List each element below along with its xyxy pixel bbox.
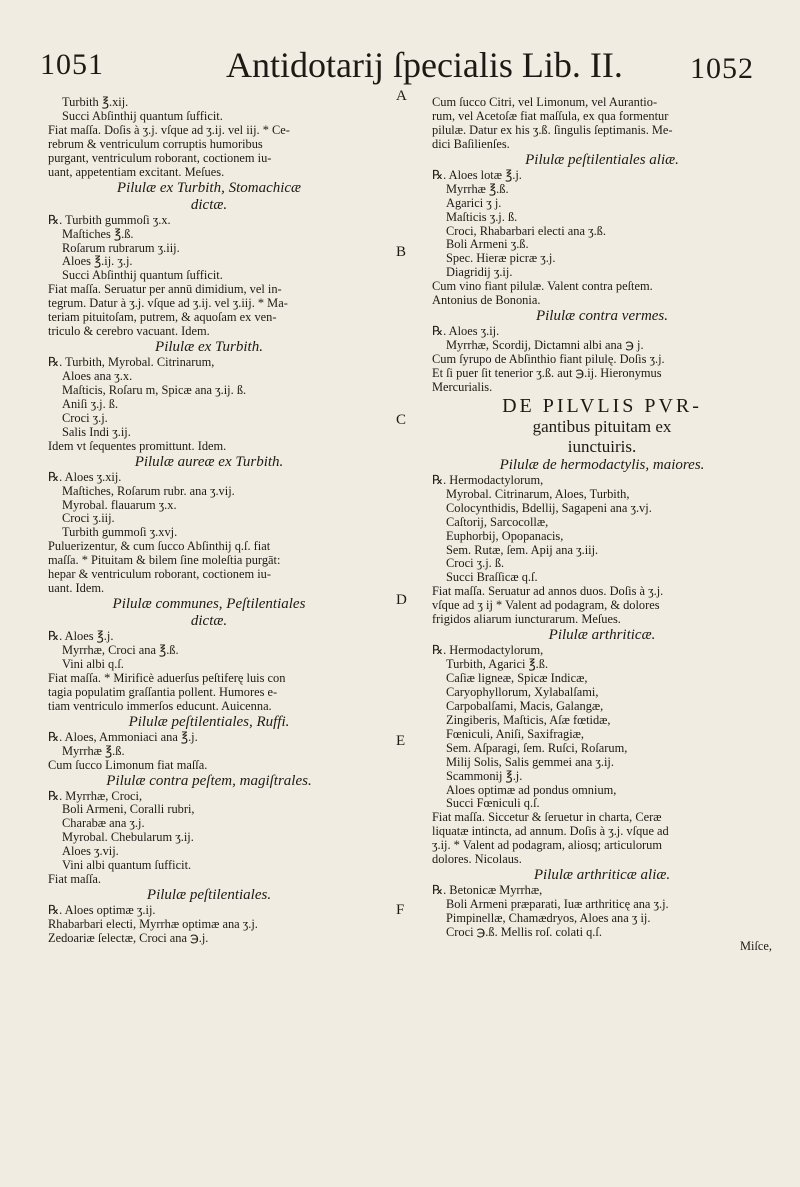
text-line: Roſarum rubrarum ʒ.iij. (62, 240, 180, 255)
text-line: Carpobalſami, Macis, Galangæ, (446, 698, 604, 713)
text-line: Myrobal. Citrinarum, Aloes, Turbith, (446, 486, 630, 501)
text-line: teriam pituitoſam, putrem, & aquoſam ex ven- (48, 310, 277, 325)
text-line: Maſticis, Roſaru m, Spicæ ana ʒ.ij. ß. (62, 382, 247, 397)
text-line: Maſticis ʒ.j. ß. (446, 209, 518, 224)
text-line: Maſtiches, Roſarum rubr. ana ʒ.vij. (62, 483, 235, 498)
text-line: ℞. Aloes lotæ ℥.j. (432, 167, 522, 182)
text-line: Myrobal. Chebularum ʒ.ij. (62, 830, 194, 845)
text-line: uant. Idem. (48, 581, 105, 596)
margin-letter: B (396, 244, 407, 260)
text-line: Zingiberis, Maſticis, Aſæ fœtidæ, (446, 712, 611, 727)
text-line: rum, vel Acetoſæ fiat maſſula, ex qua formentur (432, 108, 669, 123)
text-line: DE PILVLIS PVR- (502, 394, 702, 417)
text-line: Puluerizentur, & cum ſucco Abſinthij q.ſ. fiat (48, 539, 271, 554)
recipe-heading: Pilulæ ex Turbith. (155, 339, 263, 356)
text-line: Milij Solis, Salis gemmei ana ʒ.ij. (446, 754, 614, 769)
text-line: Et ſi puer ſit tenerior ʒ.ß. aut ℈.ij. Hieronymus (432, 365, 662, 380)
text-line: Succi Fœniculi q.ſ. (446, 796, 540, 811)
text-line: Boli Armeni, Coralli rubri, (62, 802, 195, 817)
text-line: gantibus pituitam ex (532, 416, 672, 436)
text-line: Myrrhæ ℥.ß. (446, 181, 509, 196)
text-line: Turbith ℥.xij. (62, 95, 129, 109)
text-line: Diagridij ʒ.ij. (446, 265, 513, 280)
page-number-left: 1051 (40, 48, 104, 81)
text-line: ℞. Hermodactylorum, (432, 472, 544, 487)
text-line: ℞. Aloes ℥.j. (48, 629, 114, 644)
recipe-heading: dictæ. (190, 196, 228, 213)
text-line: ℞. Turbith gummoſi ʒ.x. (48, 212, 171, 227)
running-title: Antidotarij ſpecialis Lib. II. (226, 45, 623, 85)
text-line: maſſa. * Pituitam & bilem ſine moleſtia purgāt: (48, 553, 281, 568)
text-line: Fiat maſſa. Seruatur ad annos duos. Doſis à ʒ.j. (432, 584, 664, 599)
text-line: Zedoariæ ſelectæ, Croci ana ℈.j. (48, 930, 209, 945)
text-line: vſque ad ʒ ij * Valent ad podagram, & dolores (432, 598, 660, 613)
text-line: ℞. Aloes ʒ.ij. (432, 324, 500, 339)
text-line: uant, appetentiam excitant. Meſues. (48, 164, 225, 179)
text-line: liquatæ intincta, ad annum. Doſis à ʒ.j. vſque ad (432, 824, 669, 839)
text-line: Fiat maſſa. Siccetur & ſeruetur in charta, Ceræ (432, 810, 662, 825)
text-line: Boli Armeni præparati, Iuæ arthriticę ana ʒ.j. (446, 897, 669, 912)
text-line: Pimpinellæ, Chamædryos, Aloes ana ʒ ij. (446, 911, 651, 925)
text-line: frigidos aliarum iuncturarum. Meſues. (432, 612, 621, 627)
text-line: Maſtiches ℥.ß. (62, 226, 134, 241)
text-line: Sem. Aſparagi, ſem. Ruſci, Roſarum, (446, 740, 628, 755)
recipe-heading: Pilulæ arthriticæ aliæ. (533, 867, 671, 884)
recipe-heading: Pilulæ contra peſtem, magiſtrales. (106, 772, 312, 789)
text-line: Aloes ana ʒ.x. (62, 369, 133, 383)
text-line: Croci ʒ.j. ß. (446, 556, 505, 571)
text-line: Cum ſucco Limonum fiat maſſa. (48, 757, 208, 772)
text-line: Miſce, (740, 938, 772, 953)
text-line: Aloes ʒ.vij. (62, 844, 119, 859)
text-line: Myrrhæ, Croci ana ℥.ß. (62, 643, 179, 657)
recipe-heading: Pilulæ contra vermes. (535, 308, 669, 325)
recipe-heading: Pilulæ arthriticæ. (548, 627, 656, 644)
text-line: Croci ʒ.j. (62, 410, 108, 425)
text-line: Mercurialis. (432, 379, 493, 394)
text-line: Succi Abſinthij quantum ſufficit. (62, 268, 223, 283)
text-line: Salis Indi ʒ.ij. (62, 424, 131, 439)
text-line: rebrum & ventriculum corruptis humoribus (48, 136, 263, 151)
recipe-heading: Pilulæ communes, Peſtilentiales (112, 596, 306, 613)
right-column (432, 96, 772, 954)
text-line: Succi Abſinthij quantum ſufficit. (62, 108, 223, 123)
text-line: Euphorbij, Opopanacis, (446, 528, 564, 543)
left-column (48, 96, 370, 946)
text-line: tegrum. Datur à ʒ.j. vſque ad ʒ.ij. vel ʒ.iij. * Ma- (48, 296, 288, 311)
text-line: Vini albi q.ſ. (62, 656, 124, 671)
text-line: hepar & ventriculum roborant, coctionem iu- (48, 567, 271, 582)
text-line: Fiat maſſa. Doſis à ʒ.j. vſque ad ʒ.ij. vel iij. * Ce- (48, 122, 290, 137)
text-line: Myrobal. flauarum ʒ.x. (62, 497, 177, 512)
text-line: Turbith, Agarici ℥.ß. (446, 657, 549, 672)
text-line: ℞. Aloes, Ammoniaci ana ℥.j. (48, 729, 198, 744)
text-line: iunctuiris. (567, 436, 637, 456)
text-line: Aniſi ʒ.j. ß. (62, 396, 119, 411)
text-line: Agarici ʒ j. (446, 195, 502, 210)
text-line: Fiat maſſa. Seruatur per annū dimidium, vel in- (48, 282, 282, 297)
text-line: Myrrhæ ℥.ß. (62, 743, 125, 758)
text-line: Cum ſucco Citri, vel Limonum, vel Aurantio- (432, 95, 658, 109)
text-line: purgant, ventriculum roborant, coctionem iu- (48, 150, 272, 165)
text-line: Croci ʒ.iij. (62, 511, 115, 526)
recipe-heading: Pilulæ de hermodactylis, maiores. (499, 456, 705, 473)
text-line: ℞. Hermodactylorum, (432, 643, 544, 658)
text-line: ℞. Aloes optimæ ʒ.ij. (48, 903, 156, 918)
page-header (0, 44, 800, 94)
text-line: Fœniculi, Aniſi, Saxifragiæ, (446, 726, 585, 741)
text-line: Boli Armeni ʒ.ß. (446, 237, 529, 252)
text-line: Charabæ ana ʒ.j. (62, 816, 145, 831)
text-line: Rhabarbari electi, Myrrhæ optimæ ana ʒ.j. (48, 917, 258, 931)
text-line: Colocynthidis, Bdellij, Sagapeni ana ʒ.vj. (446, 500, 652, 515)
margin-letter: D (396, 592, 407, 608)
page-number-right: 1052 (690, 52, 754, 85)
text-line: Caſiæ ligneæ, Spicæ Indicæ, (446, 671, 588, 685)
text-line: Cum vino fiant pilulæ. Valent contra peſtem. (432, 279, 653, 294)
text-line: Vini albi quantum ſufficit. (62, 858, 192, 873)
text-line: Aloes ℥.ij. ʒ.j. (62, 254, 133, 269)
recipe-heading: Pilulæ aureæ ex Turbith. (134, 453, 284, 470)
recipe-heading: Pilulæ ex Turbith, Stomachicæ (116, 179, 302, 196)
margin-letter: C (396, 412, 407, 428)
recipe-heading: Pilulæ peſtilentiales aliæ. (525, 151, 679, 168)
text-line: ℞. Aloes ʒ.xij. (48, 469, 122, 484)
text-line: Myrrhæ, Scordij, Dictamni albi ana ℈ j. (446, 338, 644, 353)
text-line: pilulæ. Datur ex his ʒ.ß. ſingulis ſeptimanis. Me- (432, 122, 673, 137)
text-line: Scammonij ℥.j. (446, 768, 523, 783)
margin-letter: E (396, 733, 406, 749)
text-line: tagia populatim graſſantia pollent. Humores e- (48, 684, 278, 699)
text-line: Idem vt ſequentes promittunt. Idem. (48, 438, 227, 453)
recipe-heading: dictæ. (190, 613, 228, 630)
text-line: tiam ventriculo immerſos educunt. Auicenna. (48, 698, 272, 713)
text-line: dolores. Nicolaus. (432, 852, 522, 867)
text-line: Spec. Hieræ picræ ʒ.j. (446, 251, 556, 266)
margin-letter: A (396, 88, 407, 104)
text-line: Turbith gummoſi ʒ.xvj. (62, 525, 178, 540)
recipe-heading: Pilulæ peſtilentiales, Ruffi. (128, 713, 290, 730)
text-line: Succi Braſſicæ q.ſ. (446, 570, 538, 585)
text-line: Croci ℈.ß. Mellis roſ. colati q.ſ. (446, 924, 602, 939)
text-line: Aloes optimæ ad pondus omnium, (446, 782, 617, 797)
text-line: Croci, Rhabarbari electi ana ʒ.ß. (446, 223, 606, 238)
recipe-heading: Pilulæ peſtilentiales. (146, 887, 272, 904)
margin-letter: F (396, 902, 405, 918)
text-line: Caryophyllorum, Xylabalſami, (446, 684, 599, 699)
text-line: ʒ.ij. * Valent ad podagram, aliosq; articulorum (432, 838, 662, 853)
text-line: Sem. Rutæ, ſem. Apij ana ʒ.iij. (446, 542, 599, 557)
text-line: Fiat maſſa. * Mirificè aduerſus peſtiferę luis con (48, 670, 286, 685)
text-line: ℞. Myrrhæ, Croci, (48, 788, 143, 803)
text-line: Cum ſyrupo de Abſinthio fiant pilulę. Doſis ʒ.j. (432, 352, 665, 366)
text-line: Caſtorij, Sarcocollæ, (446, 514, 549, 529)
text-line: Fiat maſſa. (48, 872, 101, 887)
text-line: ℞. Turbith, Myrobal. Citrinarum, (48, 355, 215, 370)
text-line: Antonius de Bononia. (432, 293, 541, 308)
text-line: ℞. Betonicæ Myrrhæ, (432, 883, 543, 898)
text-line: dici Baſilienſes. (432, 136, 510, 151)
text-line: triculo & cerebro vacuant. Idem. (48, 324, 210, 339)
